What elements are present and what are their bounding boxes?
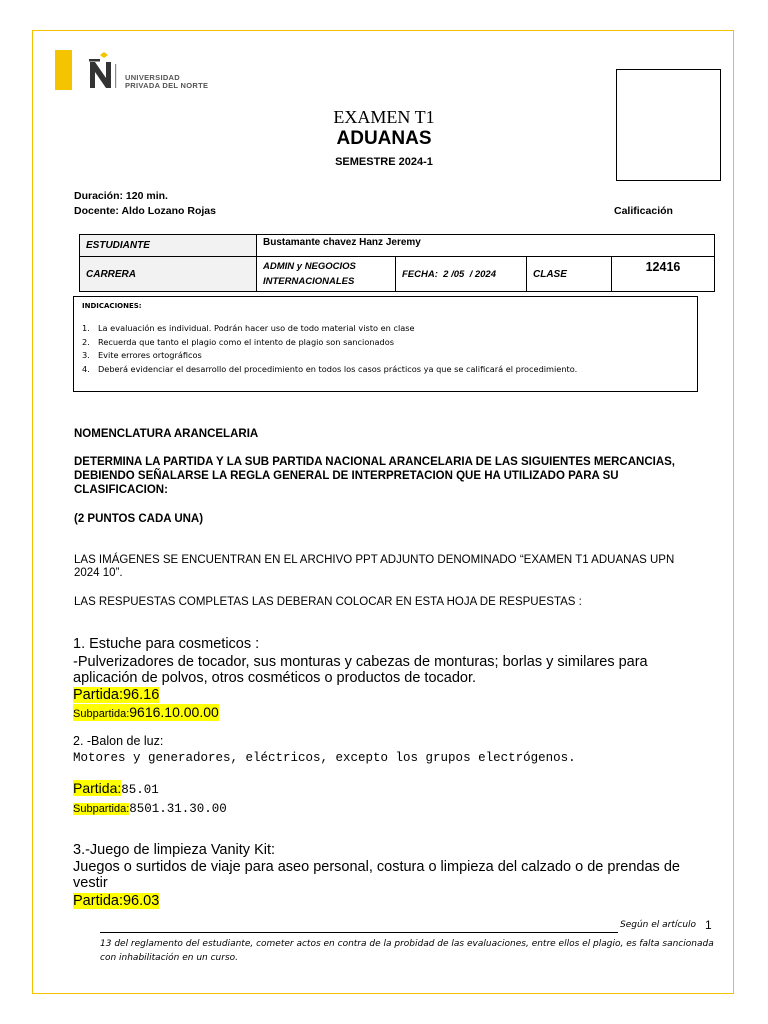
section-title: NOMENCLATURA ARANCELARIA	[74, 428, 259, 440]
duration-label: Duración: 120 min.	[74, 190, 168, 202]
indication-text: Evite errores ortográficos	[98, 350, 202, 360]
footer-line-end: Según el artículo	[620, 920, 697, 930]
q1-partida	[73, 687, 159, 703]
logo-line-2: PRIVADA DEL NORTE	[125, 81, 209, 90]
list-item: 1. La evaluación es individual. Podrán hacer uso de todo material visto en clase	[82, 323, 415, 333]
logo-accent-bar	[55, 50, 72, 90]
q2-description: Motores y generadores, eléctricos, excepto los grupos electrógenos.	[73, 751, 576, 765]
q3-title: 3.-Juego de limpieza Vanity Kit:	[73, 842, 276, 858]
indications-list	[82, 322, 577, 376]
note-answers: LAS RESPUESTAS COMPLETAS LAS DEBERAN COLOCAR EN ESTA HOJA DE RESPUESTAS :	[74, 596, 582, 608]
list-item: 3. Evite errores ortográficos	[82, 350, 202, 360]
note-images: LAS IMÁGENES SE ENCUENTRAN EN EL ARCHIVO PPT ADJUNTO DENOMINADO “EXAMEN T1 ADUANAS UPN 2024 10”.	[74, 554, 675, 579]
q2-partida-label: Partida:	[73, 780, 122, 796]
footer-note: 13 del reglamento del estudiante, cometer actos en contra de la probidad de las evaluaciones, entre ellos el plagio, es falta sancionada con inhabilitación en un curso.	[100, 939, 714, 963]
q2-subpartida-label: Subpartida:	[73, 803, 130, 815]
career-label: CARRERA	[80, 257, 257, 292]
date-value: FECHA: 2 /05 / 2024	[396, 257, 527, 292]
indications-box	[73, 296, 698, 392]
exam-title: EXAMEN T1	[333, 107, 435, 127]
grade-label: Calificación	[614, 205, 673, 217]
course-title: ADUANAS	[336, 128, 432, 149]
footer-rule	[100, 932, 618, 933]
university-logo-text	[125, 74, 208, 90]
q2-partida-value: 85.01	[121, 783, 159, 797]
q2-subpartida-value: 8501.31.30.00	[129, 802, 227, 816]
q3-partida	[73, 893, 159, 909]
q2-title: 2. -Balon de luz:	[73, 734, 164, 748]
career-value: ADMIN y NEGOCIOS INTERNACIONALES	[257, 257, 396, 292]
student-label: ESTUDIANTE	[80, 235, 257, 257]
q2-partida	[73, 780, 159, 798]
university-logo-icon	[86, 52, 122, 92]
q1-title: 1. Estuche para cosmeticos :	[73, 636, 260, 652]
q3-partida-value: Partida:96.03	[73, 893, 160, 909]
q1-description: -Pulverizadores de tocador, sus monturas y cabezas de monturas; borlas y similares para aplicación de polvos, otros cosméticos o productos de tocador.	[73, 654, 648, 686]
logo-line-1: UNIVERSIDAD	[125, 73, 180, 82]
indications-title: INDICACIONES:	[82, 302, 142, 310]
section-instruction: DETERMINA LA PARTIDA Y LA SUB PARTIDA NACIONAL ARANCELARIA DE LAS SIGUIENTES MERCANCIAS, DEBIENDO SEÑALARSE LA REGLA GENERAL DE INTERPRETACION QUE HA UTILIZADO PARA SU CLASIFICACION:	[74, 456, 675, 496]
student-value: Bustamante chavez Hanz Jeremy	[257, 235, 715, 257]
teacher-label: Docente: Aldo Lozano Rojas	[74, 205, 216, 217]
semester-label: SEMESTRE 2024-1	[335, 156, 433, 168]
indication-text: Recuerda que tanto el plagio como el intento de plagio son sancionados	[98, 336, 395, 347]
list-item: 4. Deberá evidenciar el desarrollo del procedimiento en todos los casos prácticos ya que se calificará el procedimiento.	[82, 363, 578, 374]
q3-description: Juegos o surtidos de viaje para aseo personal, costura o limpieza del calzado o de prendas de vestir	[73, 859, 680, 891]
q2-subpartida	[73, 799, 227, 817]
q1-subpartida-value: 9616.10.00.00	[129, 704, 219, 720]
points-label: (2 PUNTOS CADA UNA)	[74, 513, 204, 525]
q1-subpartida	[73, 704, 219, 722]
indication-text: Deberá evidenciar el desarrollo del procedimiento en todos los casos prácticos ya que se calificará el procedimiento.	[98, 363, 578, 374]
indication-text: La evaluación es individual. Podrán hacer uso de todo material visto en clase	[98, 323, 415, 333]
class-value: 12416	[612, 257, 715, 292]
student-info-table	[79, 234, 715, 292]
list-item: 2. Recuerda que tanto el plagio como el intento de plagio son sancionados	[82, 336, 395, 347]
q1-subpartida-label: Subpartida:	[73, 708, 130, 720]
class-label: CLASE	[527, 257, 612, 292]
page-number: 1	[705, 918, 712, 932]
q1-partida-value: Partida:96.16	[73, 687, 160, 703]
